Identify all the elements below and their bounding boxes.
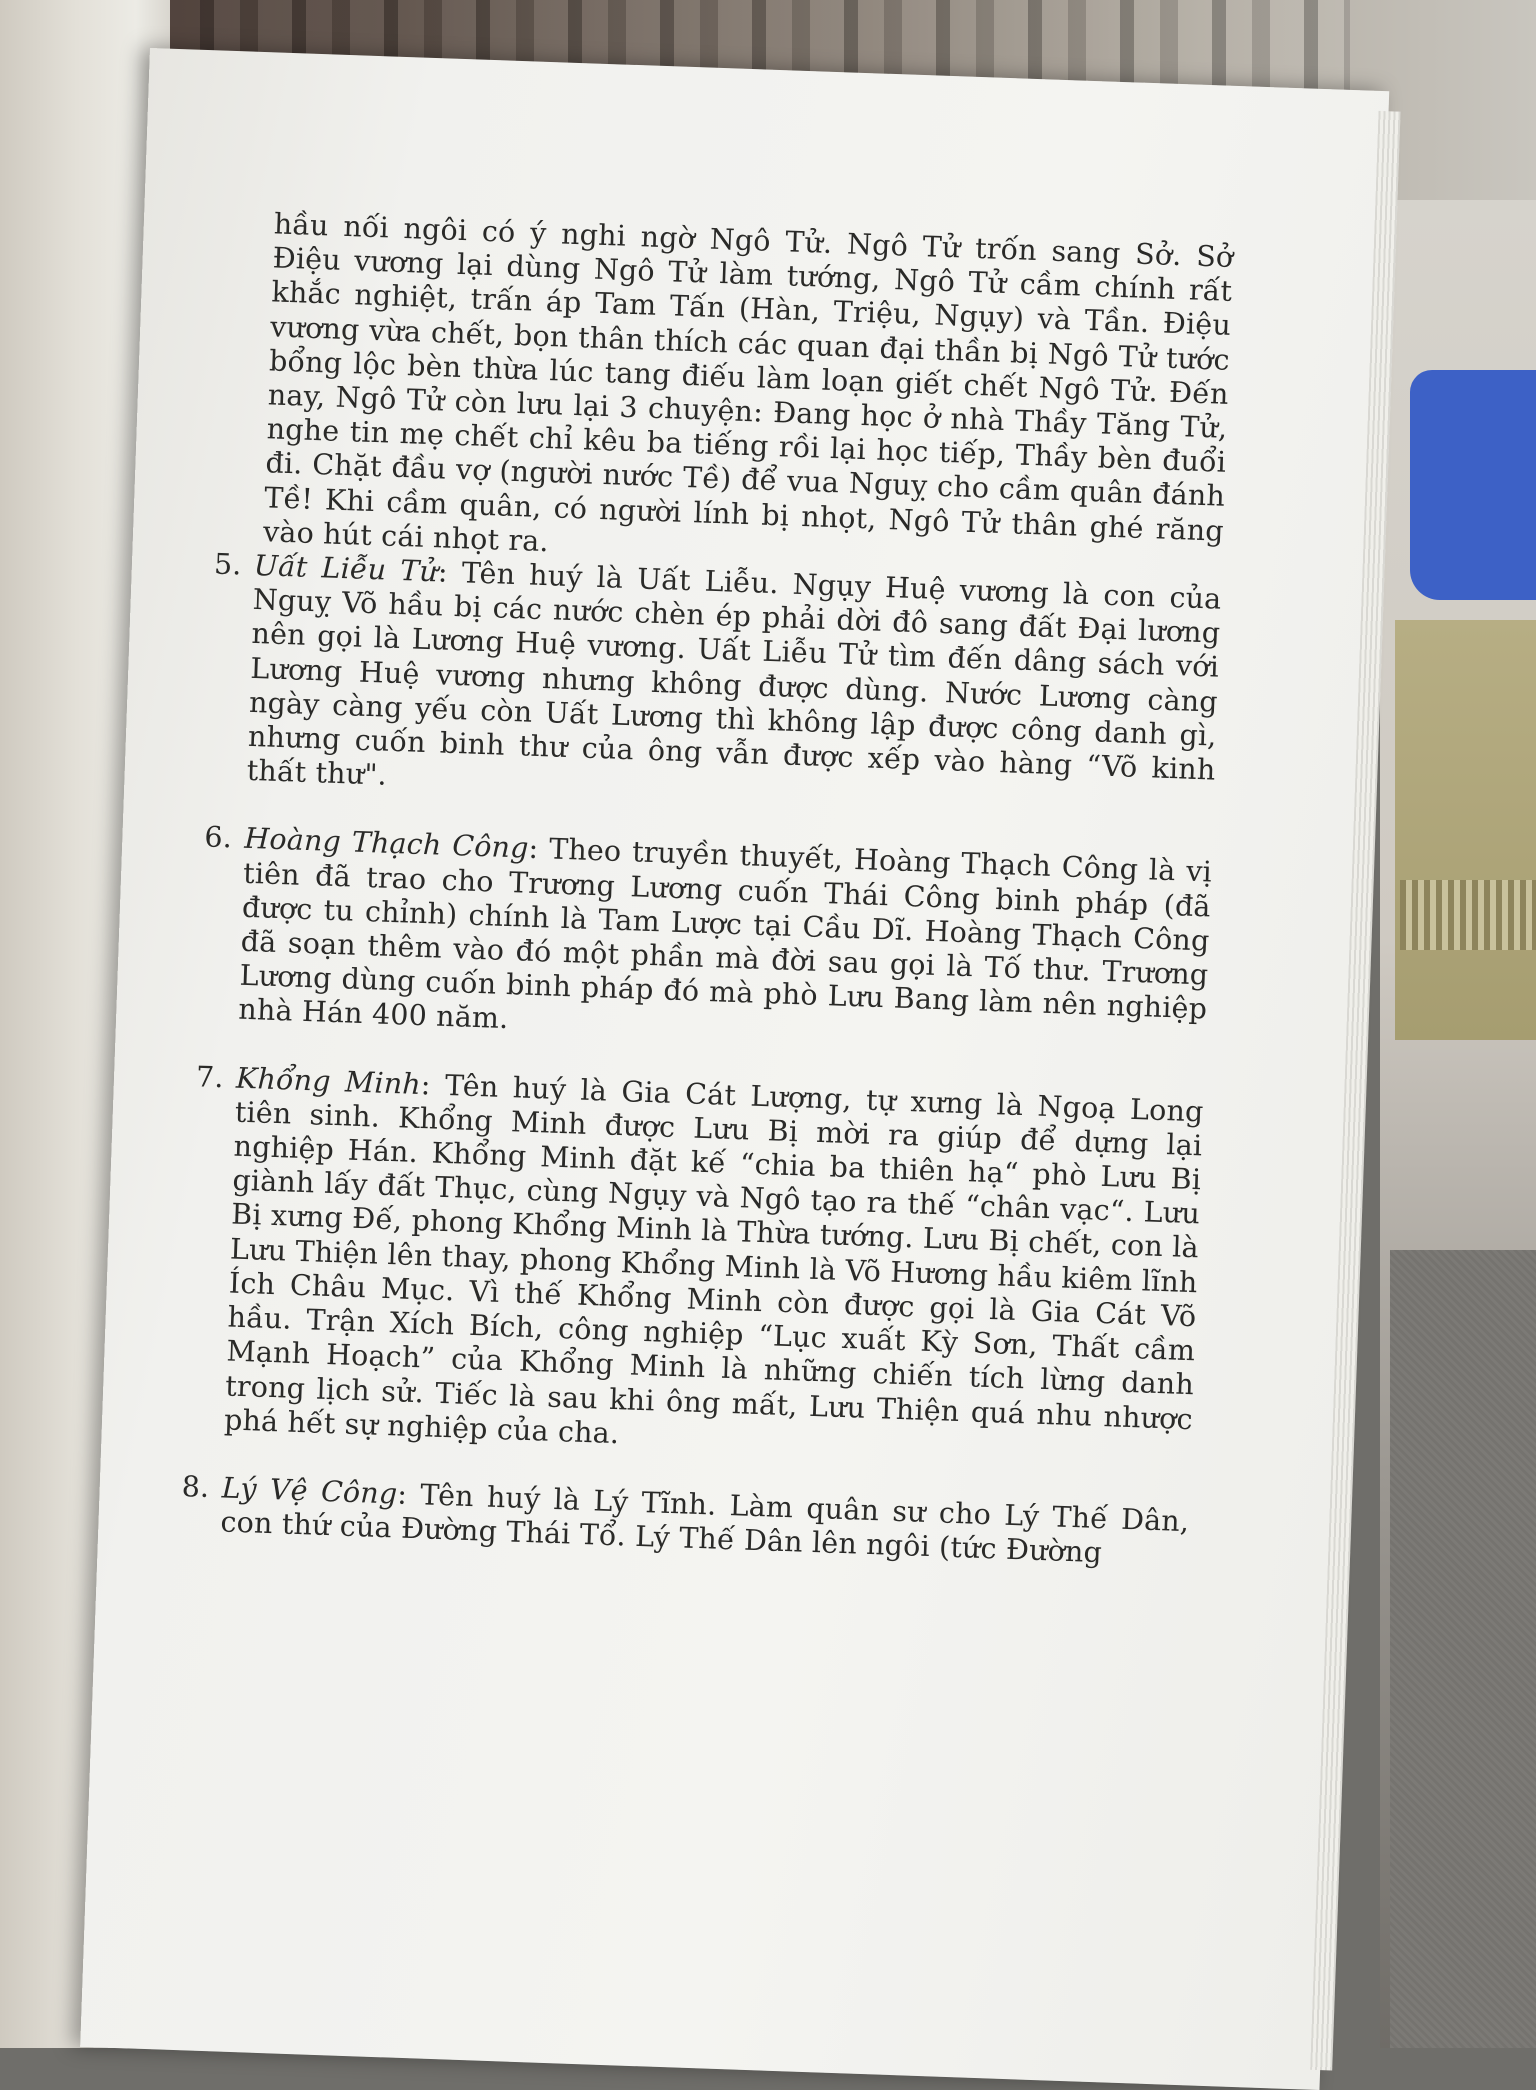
item-text: : Tên huý là Uất Liễu. Ngụy Huệ vương là con của Nguỵ Võ hầu bị các nước chèn ép phải dời đô sang đất Đại lương nên gọi là Lương Huệ vương. Uất Liễu Tử tìm đến dâng sách với Lương Huệ vương nhưng không được dùng. Nước Lương càng ngày càng yếu còn Uất Lương thì không lập được công danh gì, nhưng cuốn binh thư của ông vẫn được xếp vào hàng “Võ kinh thất thư". [246,555,1222,792]
item-body [238,822,1213,1061]
item-number: 5. [213,547,243,582]
item-title: Hoàng Thạch Công [243,822,530,866]
list-item-7 [195,1059,1205,1472]
blue-stool [1410,370,1536,600]
intro-paragraph: hầu nối ngôi có ý nghi ngờ Ngô Tử. Ngô Tử trốn sang Sở. Sở Điệu vương lại dùng Ngô Tử làm tướng, Ngô Tử cầm chính rất khắc nghiệt, trấn áp Tam Tấn (Hàn, Triệu, Ngụy) và Tần. Điệu vương vừa chết, bọn thân thích các quan đại thần bị Ngô Tử tước bổng lộc bèn thừa lúc tang điếu làm loạn giết chết Ngô Tử. Đến nay, Ngô Tử còn lưu lại 3 chuyện: Đang học ở nhà Thầy Tăng Tử, nghe tin mẹ chết chỉ kêu ba tiếng rồi lại học tiếp, Thầy bèn đuổi đi. Chặt đầu vợ (người nước Tề) để vua Nguỵ cho cầm quân đánh Tề! Khi cầm quân, có người lính bị nhọt, Ngô Tử thân ghé răng vào hút cái nhọt ra. [262,207,1234,559]
floor-mat [1390,1250,1536,2048]
item-body [246,549,1222,822]
olive-book-cover [1395,620,1536,1040]
list-item-6 [203,820,1213,1062]
item-text: : Theo truyền thuyết, Hoàng Thạch Công là vị tiên đã trao cho Trương Lương cuốn Thái Công binh pháp (đã được tu chỉnh) chính là Tam Lược tại Cầu Dĩ. Hoàng Thạch Công đã soạn thêm vào đó một phần mà đời sau gọi là Tố thư. Trương Lương dùng cuốn binh pháp đó mà phò Lưu Bang làm nên nghiệp nhà Hán 400 năm. [237,832,1213,1036]
page-text [181,207,1234,1573]
list-item-5 [213,547,1222,822]
book-ornament [1400,880,1536,950]
item-body [224,1061,1205,1471]
book-page [80,48,1389,2090]
item-number: 8. [181,1469,210,1504]
item-text: : Tên huý là Lý Tĩnh. Làm quân sư cho Lý Thế Dân, con thứ của Đường Thái Tổ. Lý Thế Dân lên ngôi (tức Đường [220,1477,1190,1570]
item-text: : Tên huý là Gia Cát Lượng, tự xưng là Ngoạ Long tiên sinh. Khổng Minh được Lưu Bị mời ra giúp để dựng lại nghiệp Hán. Khổng Minh đặt kế “chia ba thiên hạ“ phò Lưu Bị giành lấy đất Thục, cùng Ngụy và Ngô tạo ra thế “chân vạc“. Lưu Bị xưng Đế, phong Khổng Minh là Thừa tướng. Lưu Bị chết, con là Lưu Thiện lên thay, phong Khổng Minh là Võ Hương hầu kiêm lĩnh Ích Châu Mục. Vì thế Khổng Minh còn được gọi là Gia Cát Võ hầu. Trận Xích Bích, công nghiệp “Lục xuất Kỳ Sơn, Thất cầm Mạnh Hoạch” của Khổng Minh là những chiến tích lừng danh trong lịch sử. Tiếc là sau khi ông mất, Lưu Thiện quá nhu nhược phá hết sự nghiệp của cha. [223,1067,1205,1450]
item-number: 7. [195,1059,225,1094]
item-title: Uất Liễu Tử [253,548,439,589]
item-title: Khổng Minh [235,1061,422,1101]
item-title: Lý Vệ Công [221,1471,398,1511]
item-number: 6. [203,820,233,855]
